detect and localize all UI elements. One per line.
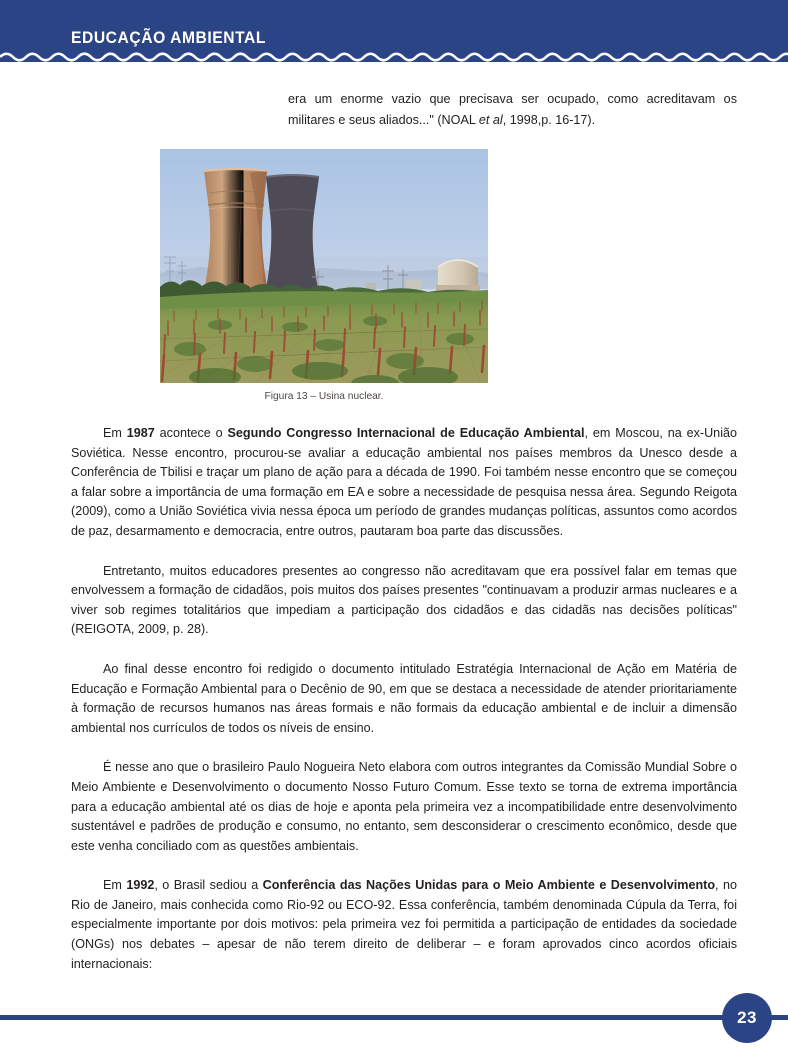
text-run-3: Segundo Congresso Internacional de Educação Ambiental: [227, 426, 585, 440]
text-run-0: Em: [103, 426, 127, 440]
text-run-0: Em: [103, 878, 127, 893]
text-run-2: acontece o: [154, 426, 228, 440]
text-run-3: Conferência das Nações Unidas para o Meio Ambiente e Desenvolvimento: [262, 878, 716, 893]
nuclear-plant-illustration: [160, 149, 488, 383]
text-run-1: 1987: [126, 426, 155, 440]
text-run-0: É nesse ano que o brasileiro Paulo Nogueira Neto elabora com outros integrantes da Comissão Mundial Sobre o Meio Ambiente e Desenvolvimento o documento Nosso Futuro Comum. Esse texto se torna de extrema importância para a educação ambiental até os dias de hoje e aponta pela primeira vez a incompatibilidade entre desenvolvimento sustentável e padrões de produção e consumo, no entanto, sem desconsiderar o crescimento econômico, desde que este venha conciliado com as questões ambientais.: [71, 760, 737, 853]
footer-rule: [0, 1015, 788, 1020]
figure-13: [160, 149, 488, 404]
page-header: [0, 0, 788, 62]
page-body: [0, 62, 788, 1057]
text-run-4: , no Rio de Janeiro, mais conhecida como Rio-92 ou ECO-92. Essa conferência, também denominada Cúpula da Terra, foi especialmente importante por dois motivos: pela primeira vez foi permitida a participação de entidades da sociedade (ONGs) nos debates – apesar de não terem direito de deliberar – e foram aprovados cinco acordos oficiais internacionais:: [71, 878, 737, 971]
quotation-run-2: , 1998,p. 16-17).: [502, 113, 596, 127]
paragraph-aofinal: [71, 660, 737, 738]
figure-caption: Figura 13 – Usina nuclear.: [264, 391, 384, 402]
paragraph-1987: [71, 424, 737, 542]
quotation-text: [288, 89, 737, 131]
text-run-4: , em Moscou, na ex-União Soviética. Nesse encontro, procurou-se avaliar a educação ambiental nos países membros da Unesco desde a Conferência de Tbilisi e traçar um plano de ação para a década de 1990. Foi também nesse encontro que se começou a falar sobre a importância de uma formação em EA e sobre a necessidade de pesquisa nessa área. Segundo Reigota (2009), como a União Soviética vivia nessa época um período de grandes mudanças políticas, assuntos como acordos de paz, desarmamento e democracia, entre outros, pautaram boa parte das discussões.: [71, 426, 737, 538]
quotation-block: [288, 89, 737, 131]
paragraph-1992: [71, 876, 737, 974]
text-run-1: 1992: [126, 878, 155, 893]
page-number-badge: 23: [722, 993, 772, 1043]
paragraph-enesseano: [71, 758, 737, 856]
quotation-italic: et al: [478, 113, 503, 127]
quotation-run-1: era um enorme vazio que precisava ser ocupado, como acreditavam os militares e seus aliados..." (NOAL: [288, 92, 737, 127]
nuclear-plant-photo: [160, 149, 488, 383]
text-run-0: Entretanto, muitos educadores presentes ao congresso não acreditavam que era possível falar em temas que envolvessem a formação de cidadãos, pois muitos dos países presentes "continuavam a produzir armas nucleares e a viver sob regimes totalitários que impediam a participação dos cidadãos e das cidadãs nas decisões políticas" (REIGOTA, 2009, p. 28).: [71, 563, 737, 637]
text-run-0: Ao final desse encontro foi redigido o documento intitulado Estratégia Internacional de Ação em Matéria de Educação e Formação Ambiental para o Decênio de 90, em que se destaca a necessidade de atender prioritariamente à formação de recursos humanos nas áreas formais e não formais da educação ambiental e de incluir a dimensão ambiental nos currículos de todos os níveis de ensino.: [71, 661, 737, 735]
article-body: [71, 424, 737, 974]
page-title: EDUCAÇÃO AMBIENTAL: [71, 28, 266, 47]
paragraph-entretanto: [71, 562, 737, 640]
text-run-2: , o Brasil sediou a: [154, 878, 263, 893]
wave-divider-icon: [0, 48, 788, 62]
